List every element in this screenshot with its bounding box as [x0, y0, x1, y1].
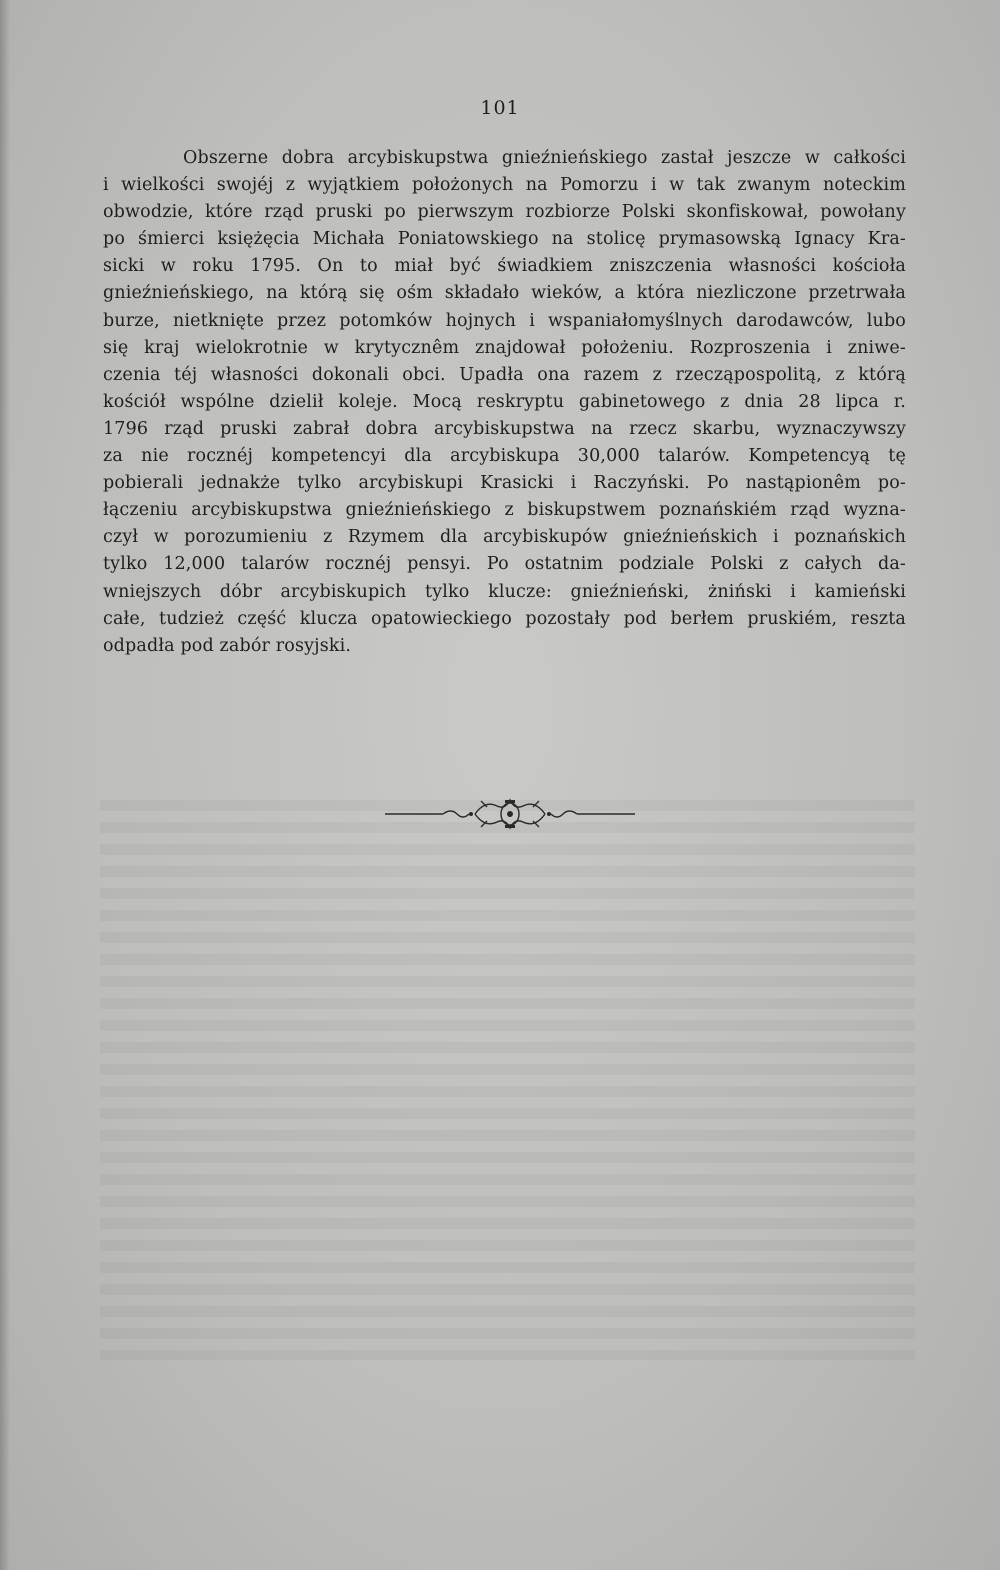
text-line: kościół wspólne dzielił koleje. Mocą reskryptu gabinetowego z dnia 28 lipca r. [103, 391, 906, 412]
text-line: czył w porozumieniu z Rzymem dla arcybiskupów gnieźnieńskich i poznańskich [103, 527, 906, 548]
text-line: tylko 12,000 talarów rocznéj pensyi. Po ostatnim podziale Polski z całych da- [103, 554, 906, 575]
text-line: obwodzie, które rząd pruski po pierwszym rozbiorze Polski skonfiskował, powołany [103, 202, 906, 223]
text-line: burze, nietknięte przez potomków hojnych i wspaniałomyślnych darodawców, lubo [103, 310, 906, 331]
text-line: się kraj wielokrotnie w krytycznêm znajdował położeniu. Rozproszenia i zniwe- [103, 337, 906, 358]
text-line: łączeniu arcybiskupstwa gnieźnieńskiego z biskupstwem poznańskiém rząd wyzna- [103, 500, 906, 521]
fleuron-divider-icon [385, 790, 635, 838]
bleed-through-text [100, 800, 915, 1360]
text-line: odpadła pod zabór rosyjski. [103, 635, 352, 656]
page-number: 101 [480, 97, 520, 119]
main-paragraph [103, 145, 906, 660]
text-line: Obszerne dobra arcybiskupstwa gnieźnieńskiego zastał jeszcze w całkości [183, 148, 906, 168]
text-line: po śmierci księżęcia Michała Poniatowskiego na stolicę prymasowską Ignacy Kra- [103, 229, 906, 250]
bleed-through-heading [100, 660, 920, 748]
text-line: pobierali jednakże tylko arcybiskupi Krasicki i Raczyński. Po nastąpionêm po- [103, 473, 906, 494]
text-line: i wielkości swojéj z wyjątkiem położonych na Pomorzu i w tak zwanym noteckim [103, 175, 906, 196]
text-line: czenia téj własności dokonali obci. Upadła ona razem z rzecząpospolitą, z którą [103, 364, 906, 385]
text-line: za nie rocznéj kompetencyi dla arcybiskupa 30,000 talarów. Kompetencyą tę [103, 446, 906, 467]
text-line: wniejszych dóbr arcybiskupich tylko klucze: gnieźnieński, żniński i kamieński [103, 581, 906, 602]
text-line: 1796 rząd pruski zabrał dobra arcybiskupstwa na rzecz skarbu, wyznaczywszy [103, 418, 906, 439]
text-line: gnieźnieńskiego, na którą się ośm składało wieków, a która niezliczone przetrwała [103, 283, 906, 304]
text-line: całe, tudzież część klucza opatowieckiego pozostały pod berłem pruskiém, reszta [103, 608, 906, 629]
text-line: sicki w roku 1795. On to miał być świadkiem zniszczenia własności kościoła [103, 256, 906, 277]
